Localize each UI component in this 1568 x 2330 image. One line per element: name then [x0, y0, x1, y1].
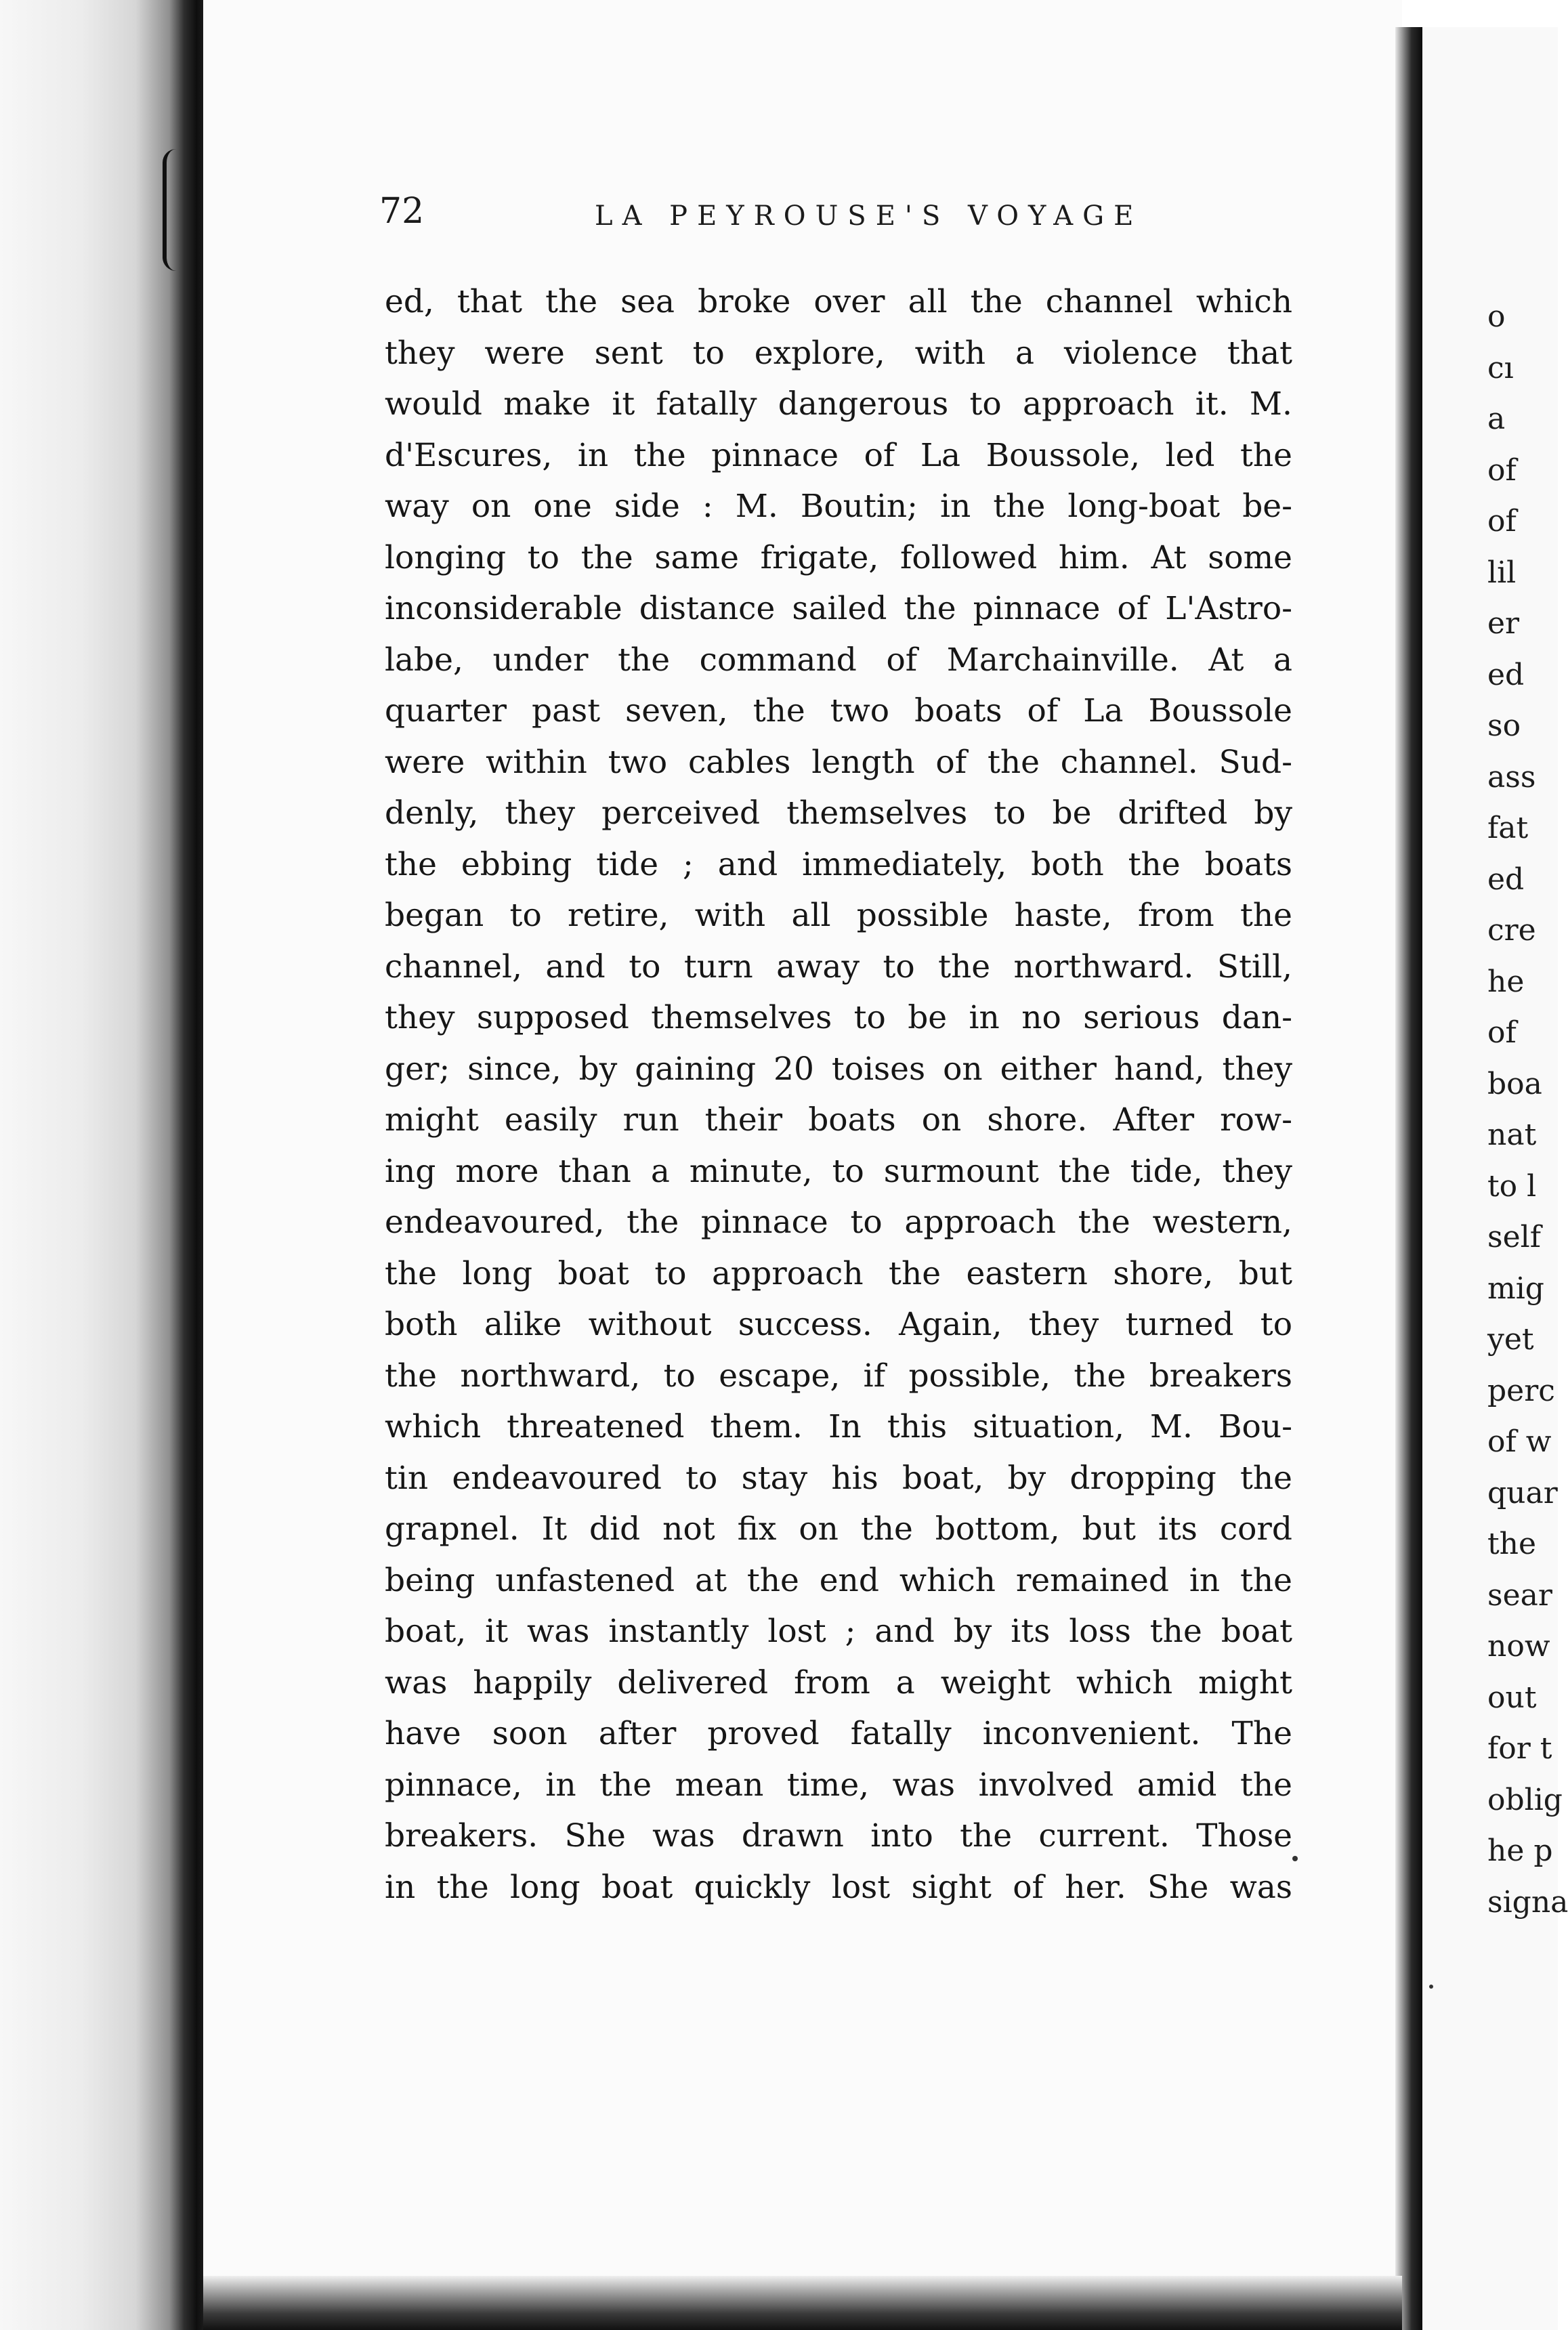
- margin-line: nat: [1487, 1118, 1537, 1152]
- facing-page-text-fragment: [1487, 291, 1568, 1928]
- margin-line: self: [1487, 1220, 1541, 1254]
- page-header: [379, 191, 1287, 238]
- margin-line: er: [1487, 606, 1520, 641]
- margin-line: sear: [1487, 1577, 1552, 1613]
- margin-line: for t: [1487, 1731, 1552, 1766]
- page-gutter-shadow: [1395, 27, 1422, 2330]
- margin-line: fat: [1487, 811, 1529, 845]
- text-line: d'Escures, in the pinnace of La Boussole, led the: [385, 436, 1292, 474]
- ink-speck: [1429, 1985, 1433, 1989]
- text-line: the northward, to escape, if possible, the breakers: [385, 1357, 1292, 1395]
- text-line: both alike without success. Again, they turned to: [385, 1306, 1292, 1343]
- margin-line: now: [1487, 1629, 1550, 1664]
- margin-line: oblig: [1487, 1782, 1563, 1817]
- text-line: denly, they perceived themselves to be drifted by: [385, 795, 1292, 832]
- margin-line: ed: [1487, 862, 1525, 897]
- text-line: in the long boat quickly lost sight of her. She was: [385, 1868, 1292, 1906]
- bottom-edge-shadow: [203, 2276, 1402, 2330]
- margin-line: yet: [1487, 1322, 1534, 1357]
- text-line: way on one side : M. Boutin; in the long-boat be-: [385, 488, 1292, 525]
- text-line: began to retire, with all possible haste, from the: [385, 897, 1292, 934]
- page-number: 72: [379, 191, 425, 232]
- text-line: being unfastened at the end which remained in the: [385, 1561, 1292, 1599]
- margin-line: so: [1487, 708, 1521, 743]
- text-line: they supposed themselves to be in no serious dan-: [385, 999, 1292, 1036]
- text-line: endeavoured, the pinnace to approach the western,: [385, 1204, 1292, 1241]
- text-line: have soon after proved fatally inconvenient. The: [385, 1715, 1292, 1752]
- margin-line: he: [1487, 964, 1525, 999]
- text-line: inconsiderable distance sailed the pinnace of L'Astro-: [385, 590, 1292, 627]
- margin-line: the: [1487, 1527, 1537, 1561]
- text-line: breakers. She was drawn into the current. Those: [385, 1817, 1292, 1855]
- spine-mark: [163, 149, 194, 271]
- text-line: the long boat to approach the eastern shore, but: [385, 1254, 1292, 1292]
- text-line: ed, that the sea broke over all the channel which: [385, 283, 1292, 320]
- margin-line: to l: [1487, 1168, 1537, 1204]
- margin-line: of: [1487, 1015, 1517, 1050]
- text-line: labe, under the command of Marchainville. At a: [385, 641, 1292, 679]
- text-line: tin endeavoured to stay his boat, by dropping the: [385, 1459, 1292, 1497]
- text-line: the ebbing tide ; and immediately, both the boats: [385, 845, 1292, 883]
- body-text: [385, 276, 1292, 1913]
- text-line: pinnace, in the mean time, was involved amid the: [385, 1766, 1292, 1804]
- margin-line: signa: [1487, 1884, 1568, 1920]
- margin-line: he p: [1487, 1834, 1553, 1868]
- margin-line: o: [1487, 299, 1506, 334]
- margin-line: out: [1487, 1680, 1537, 1715]
- book-spine-shadow: [0, 0, 203, 2330]
- margin-line: ass: [1487, 759, 1536, 795]
- margin-line: ed: [1487, 657, 1525, 692]
- text-line: ing more than a minute, to surmount the tide, they: [385, 1152, 1292, 1190]
- margin-line: quar: [1487, 1475, 1558, 1510]
- text-line: longing to the same frigate, followed him. At some: [385, 538, 1292, 576]
- text-line: ger; since, by gaining 20 toises on either hand, they: [385, 1050, 1292, 1088]
- margin-line: mig: [1487, 1271, 1544, 1306]
- running-title: LA PEYROUSE'S VOYAGE: [595, 200, 1143, 232]
- margin-line: of: [1487, 452, 1517, 488]
- margin-line: of w: [1487, 1424, 1552, 1459]
- margin-line: lil: [1487, 555, 1517, 590]
- text-line: grapnel. It did not fix on the bottom, but its cord: [385, 1510, 1292, 1548]
- text-line: was happily delivered from a weight which might: [385, 1664, 1292, 1701]
- ink-speck: [1292, 1856, 1298, 1861]
- text-line: channel, and to turn away to the northward. Still,: [385, 948, 1292, 986]
- text-line: quarter past seven, the two boats of La Boussole: [385, 692, 1292, 729]
- text-line: boat, it was instantly lost ; and by its loss the boat: [385, 1613, 1292, 1650]
- margin-line: cre: [1487, 913, 1536, 948]
- margin-line: perc: [1487, 1373, 1555, 1408]
- margin-line: cı: [1487, 350, 1514, 385]
- text-line: they were sent to explore, with a violence that: [385, 334, 1292, 372]
- margin-line: boa: [1487, 1066, 1542, 1101]
- text-line: were within two cables length of the channel. Sud-: [385, 743, 1292, 781]
- text-line: might easily run their boats on shore. After row-: [385, 1101, 1292, 1139]
- margin-line: of: [1487, 504, 1517, 538]
- text-line: would make it fatally dangerous to approach it. M.: [385, 385, 1292, 423]
- text-line: which threatened them. In this situation, M. Bou-: [385, 1408, 1292, 1445]
- margin-line: a: [1487, 402, 1506, 436]
